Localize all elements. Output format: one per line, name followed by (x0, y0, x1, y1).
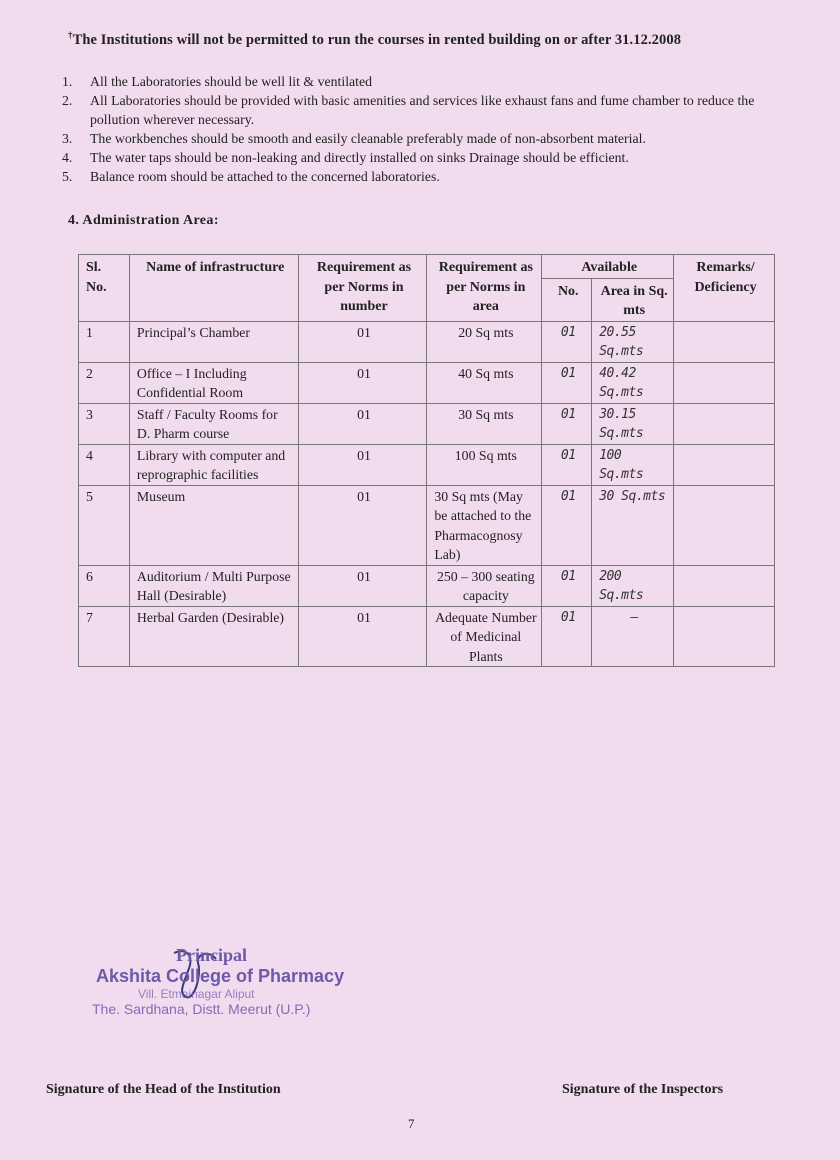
stamp-village: Vill. Etmainagar Aliput (138, 987, 255, 1001)
table-row: 1 Principal’s Chamber 01 20 Sq mts 01 20.55 Sq.mts (79, 321, 775, 362)
header-remarks: Remarks/ Deficiency (674, 255, 775, 322)
table-row: 2 Office – I Including Confidential Room 01 40 Sq mts 01 40.42 Sq.mts (79, 362, 775, 403)
section-heading: 4. Administration Area: (68, 213, 219, 228)
table-row: 3 Staff / Faculty Rooms for D. Pharm course 01 30 Sq mts 01 30.15 Sq.mts (79, 403, 775, 444)
table-row: 6 Auditorium / Multi Purpose Hall (Desirable) 01 250 – 300 seating capacity 01 200 Sq.mts (79, 565, 775, 606)
institution-stamp (92, 945, 345, 1017)
header-req-area: Requirement as per Norms in area (427, 255, 542, 322)
administration-area-table (78, 254, 775, 667)
note-text: The Institutions will not be permitted to run the courses in rented building on or after 31.12.2008 (72, 31, 682, 48)
table-row: 7 Herbal Garden (Desirable) 01 Adequate Number of Medicinal Plants 01 — (79, 606, 775, 667)
signature-head-label: Signature of the Head of the Institution (46, 1082, 281, 1097)
rule-item: 4. The water taps should be non-leaking and directly installed on sinks Drainage should be efficient. (62, 150, 629, 165)
table-header-row (79, 255, 775, 279)
table-row: 4 Library with computer and reprographic facilities 01 100 Sq mts 01 100 Sq.mts (79, 444, 775, 485)
table-row: 5 Museum 01 30 Sq mts (May be attached to the Pharmacognosy Lab) 01 30 Sq.mts (79, 485, 775, 565)
header-req-number: Requirement as per Norms in number (298, 255, 427, 322)
dagger-marker: † (68, 30, 73, 40)
header-available: Available (542, 255, 674, 279)
stamp-district: The. Sardhana, Distt. Meerut (U.P.) (92, 1001, 311, 1017)
header-sl-no: Sl. No. (79, 255, 130, 322)
header-available-no: No. (542, 278, 592, 321)
header-name: Name of infrastructure (129, 255, 298, 322)
signature-inspectors-label: Signature of the Inspectors (562, 1082, 724, 1097)
rule-item: 5. Balance room should be attached to the concerned laboratories. (62, 169, 440, 184)
stamp-title: Principal (176, 945, 247, 965)
page-number: 7 (408, 1116, 415, 1131)
stamp-college: Akshita College of Pharmacy (96, 966, 345, 986)
header-available-area: Area in Sq. mts (592, 278, 674, 321)
rented-building-note (68, 30, 808, 49)
laboratory-rules-list (62, 72, 792, 186)
rule-item: 1. All the Laboratories should be well lit & ventilated (62, 74, 373, 89)
rule-item: 3. The workbenches should be smooth and easily cleanable preferably made of non-absorbent material. (62, 131, 646, 146)
rule-item: 2. All Laboratories should be provided with basic amenities and services like exhaust fans and fume chamber to reduce the pollution wherever necessary. (62, 93, 755, 127)
